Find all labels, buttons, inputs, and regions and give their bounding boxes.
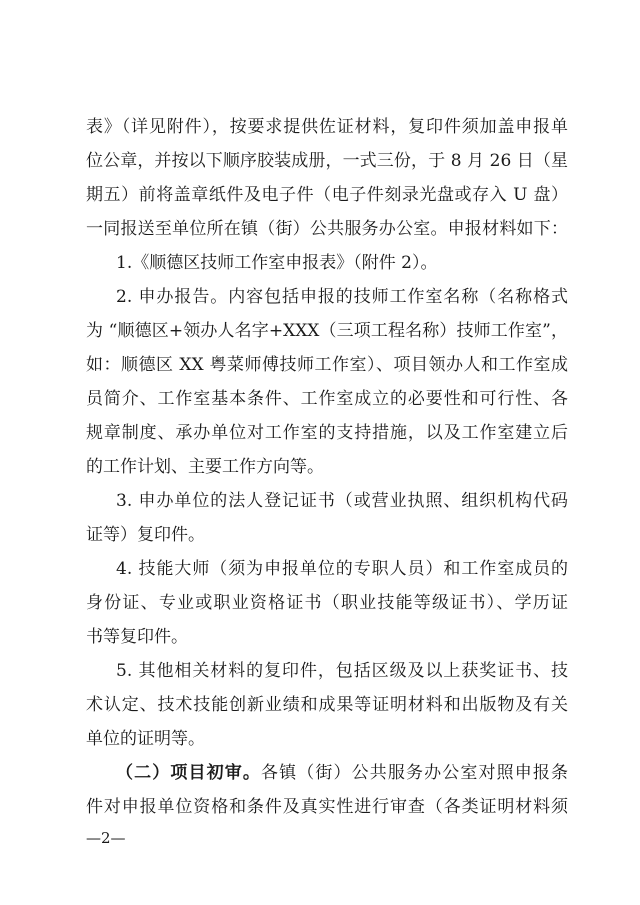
document-body [86, 110, 568, 824]
text-line: 表》（详见附件），按要求提供佐证材料，复印件须加盖申报单 [86, 117, 568, 137]
text-line: 身份证、专业或职业资格证书（职业技能等级证书）、学历证 [86, 593, 568, 613]
text-line: 2. 申办报告。内容包括申报的技师工作室名称（名称格式 [116, 287, 568, 307]
text-line: 规章制度、承办单位对工作室的支持措施，以及工作室建立后 [86, 423, 568, 443]
text-line: 一同报送至单位所在镇（街）公共服务办公室。申报材料如下： [86, 219, 568, 239]
text-line: 单位的证明等。 [86, 729, 205, 749]
text-line: 3. 申办单位的法人登记证书（或营业执照、组织机构代码 [116, 491, 568, 511]
section-lead-text: 各镇（街）公共服务办公室对照申报条 [261, 763, 568, 783]
text-line: 员简介、工作室基本条件、工作室成立的必要性和可行性、各 [86, 389, 568, 409]
text-line: 为 “顺德区+领办人名字+XXX（三项工程名称）技师工作室”， [86, 321, 568, 341]
text-line: 1.《顺德区技师工作室申报表》（附件 2）。 [116, 253, 438, 273]
text-line: 如：顺德区 XX 粤菜师傅技师工作室）、项目领办人和工作室成 [86, 355, 568, 375]
text-line: 证等）复印件。 [86, 525, 205, 545]
section-heading: （二）项目初审。 [116, 763, 261, 783]
text-line: 术认定、技术技能创新业绩和成果等证明材料和出版物及有关 [86, 695, 568, 715]
text-line: 位公章，并按以下顺序胶装成册，一式三份，于 8 月 26 日（星 [86, 151, 568, 171]
text-line: 的工作计划、主要工作方向等。 [86, 457, 324, 477]
text-line: 4. 技能大师（须为申报单位的专职人员）和工作室成员的 [116, 559, 568, 579]
text-line: 5. 其他相关材料的复印件，包括区级及以上获奖证书、技 [116, 661, 568, 681]
page-number: —2— [86, 829, 126, 847]
text-line: 件对申报单位资格和条件及真实性进行审查（各类证明材料须 [86, 797, 568, 817]
text-line: 期五）前将盖章纸件及电子件（电子件刻录光盘或存入 U 盘） [86, 185, 568, 205]
section-heading-line [86, 756, 568, 790]
text-line: 书等复印件。 [86, 627, 188, 647]
